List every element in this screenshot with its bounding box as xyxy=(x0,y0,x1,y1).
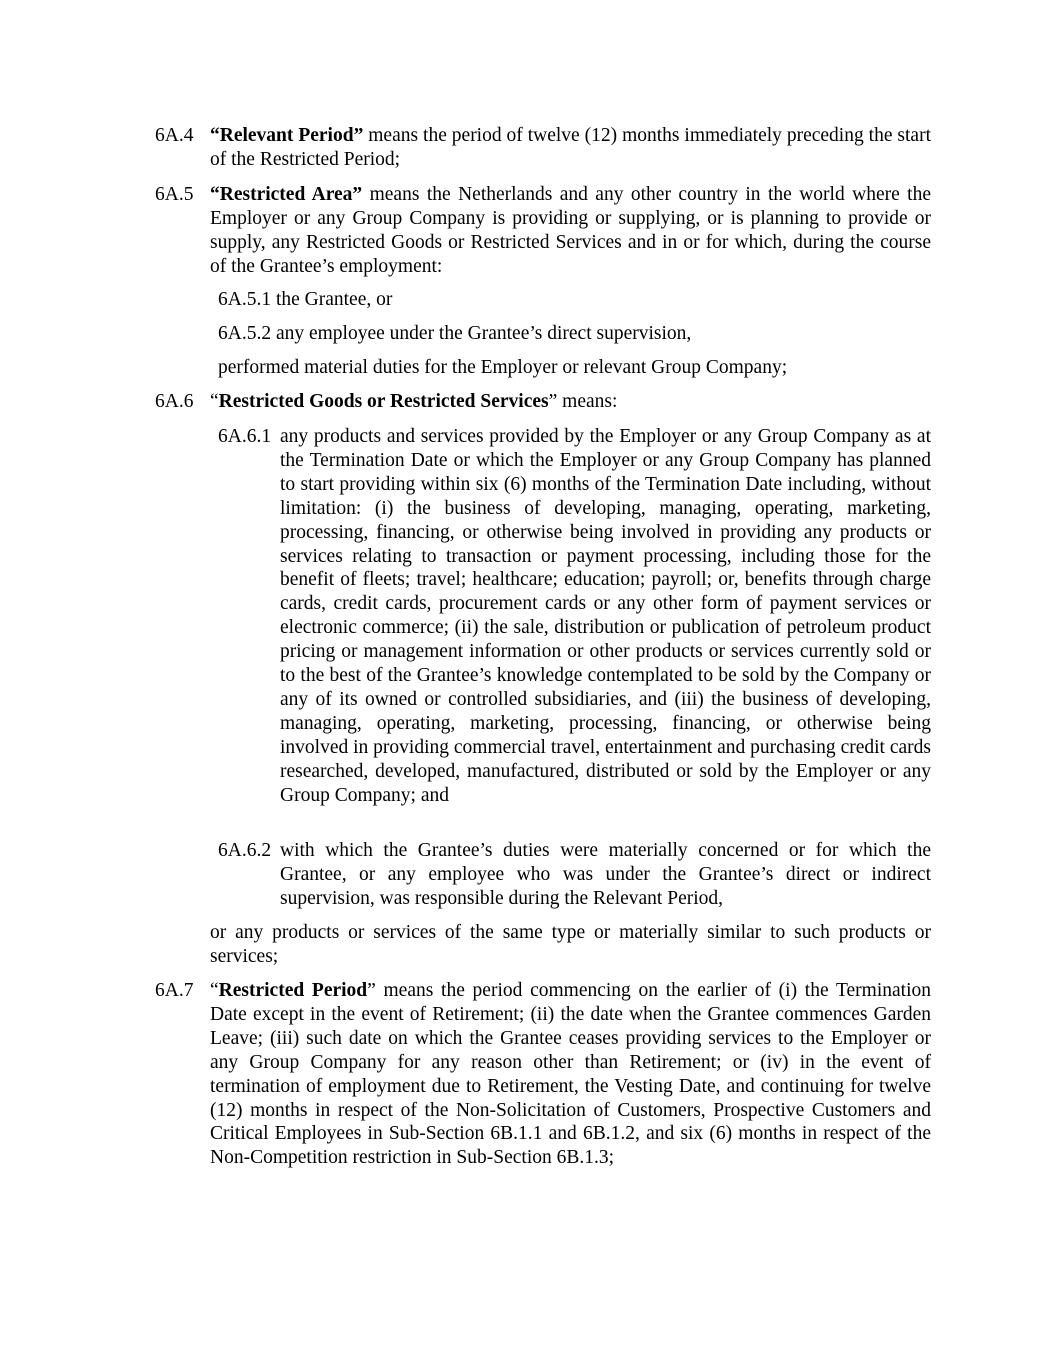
subclause-text: with which the Grantee’s duties were materially concerned or for which the Grantee, or any employee who was under the Grantee’s direct or indirect supervision, was responsible during the Relevant Period, xyxy=(280,840,931,909)
defined-term: Restricted Goods or Restricted Services xyxy=(218,391,549,412)
subclause-6a62 xyxy=(218,839,931,911)
clause-text xyxy=(210,390,931,414)
definition-body: means the Netherlands and any other country in the world where the Employer or any Group Company is providing or supplying, or is planning to provide or supply, any Restricted Goods or Restricted Services and in or for which, during the course of the Grantee’s employment: xyxy=(210,184,931,277)
open-quote: “ xyxy=(210,980,219,1001)
clause-text xyxy=(210,183,931,279)
subclause-6a52: 6A.5.2 any employee under the Grantee’s direct supervision, xyxy=(218,323,692,344)
subclause-text: any products and services provided by the Employer or any Group Company as at the Termination Date or which the Employer or any Group Company has planned to start providing within six (6) months of the Termination Date including, without limitation: (i) the business of developing, managing, operating, marketing, processing, financing, or otherwise being involved in providing any products or services relating to transaction or payment processing, including those for the benefit of fleets; travel; healthcare; education; payroll; or, benefits through charge cards, credit cards, procurement cards or any other form of payment services or electronic commerce; (ii) the sale, distribution or publication of petroleum product pricing or management information or other products or services currently sold or to the best of the Grantee’s knowledge contemplated to be sold by the Company or any of its owned or controlled subsidiaries, and (iii) the business of developing, managing, operating, marketing, processing, financing, or otherwise being involved in providing commercial travel, entertainment and purchasing credit cards researched, developed, manufactured, distributed or sold by the Employer or any Group Company; and xyxy=(280,426,931,806)
clause-text xyxy=(210,124,931,172)
clause-6a6-tail: or any products or services of the same type or materially similar to such products or services; xyxy=(210,922,931,967)
clause-6a4 xyxy=(155,124,931,172)
clause-6a7 xyxy=(155,979,931,1170)
clause-text xyxy=(210,979,931,1170)
subclause-number: 6A.6.1 xyxy=(218,426,272,447)
defined-term: Restricted Period xyxy=(218,980,368,1001)
clause-number: 6A.7 xyxy=(155,980,194,1001)
clause-number: 6A.5 xyxy=(155,184,194,205)
clause-6a5 xyxy=(155,183,931,279)
clause-6a5-tail: performed material duties for the Employer or relevant Group Company; xyxy=(218,357,788,378)
clause-6a6 xyxy=(155,390,931,414)
definition-body: ” means the period commencing on the earlier of (i) the Termination Date except in the event of Retirement; (ii) the date when the Grantee commences Garden Leave; (iii) such date on which the Grantee ceases providing services to the Employer or any Group Company for any reason other than Retirement; or (iv) in the event of termination of employment due to Retirement, the Vesting Date, and continuing for twelve (12) months in respect of the Non-Solicitation of Customers, Prospective Customers and Critical Employees in Sub-Section 6B.1.1 and 6B.1.2, and six (6) months in respect of the Non-Competition restriction in Sub-Section 6B.1.3; xyxy=(210,980,931,1169)
clause-number: 6A.4 xyxy=(155,125,194,146)
open-quote: “ xyxy=(210,391,219,412)
subclause-6a61 xyxy=(218,425,931,808)
subclause-6a51: 6A.5.1 the Grantee, or xyxy=(218,289,393,310)
defined-term: “Restricted Area” xyxy=(210,184,363,205)
clause-number: 6A.6 xyxy=(155,391,194,412)
subclause-number: 6A.6.2 xyxy=(218,840,272,861)
defined-term: “Relevant Period” xyxy=(210,125,364,146)
definition-body: ” means: xyxy=(548,391,618,412)
definition-body: means the period of twelve (12) months immediately preceding the start of the Restricted Period; xyxy=(210,125,931,170)
